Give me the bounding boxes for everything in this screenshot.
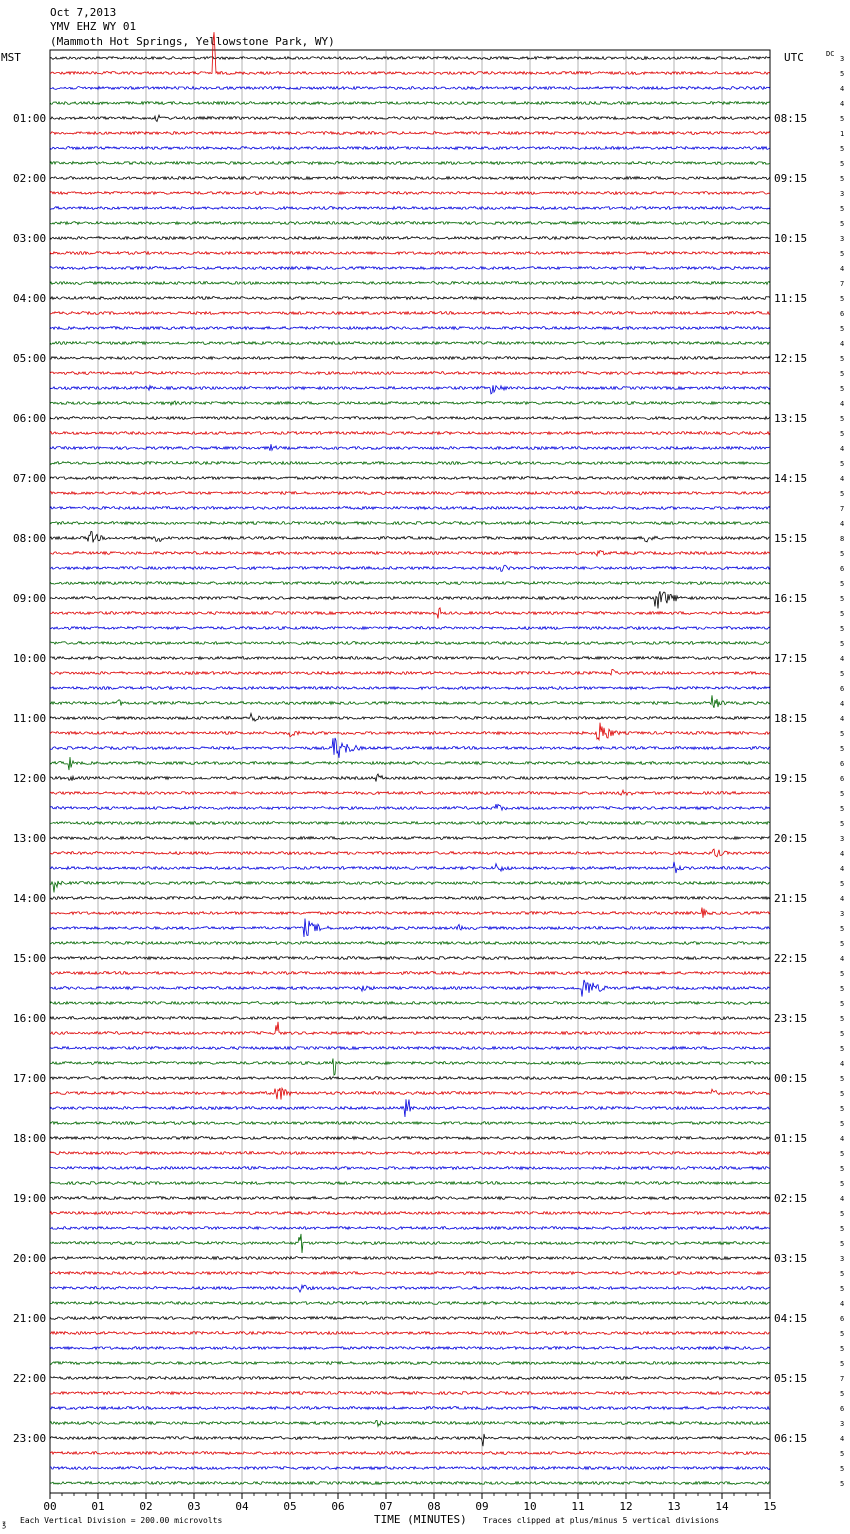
dc-offset-value: 5 <box>840 1480 845 1488</box>
trace-line <box>50 342 770 345</box>
trace-line <box>50 757 770 770</box>
utc-hour-label: 02:15 <box>774 1192 808 1205</box>
plot-frame <box>50 50 770 1493</box>
trace-line <box>50 1285 770 1292</box>
trace-line <box>50 531 770 542</box>
dc-offset-value: 5 <box>840 1285 845 1293</box>
dc-offset-value: 5 <box>840 490 845 498</box>
trace-line <box>50 1234 770 1253</box>
x-tick-label: 14 <box>715 1500 729 1513</box>
utc-hour-label: 12:15 <box>774 352 808 365</box>
trace-line <box>50 1452 770 1455</box>
dc-offset-value: 6 <box>840 760 845 768</box>
x-tick-label: 01 <box>91 1500 105 1513</box>
trace-line <box>50 357 770 360</box>
scale-note: Each Vertical Division = 200.00 microvolts <box>20 1516 223 1525</box>
utc-hour-label: 23:15 <box>774 1012 808 1025</box>
dc-offset-value: 5 <box>840 205 845 213</box>
dc-offset-value: 5 <box>840 625 845 633</box>
dc-offset-value: 6 <box>840 1315 845 1323</box>
mst-hour-label: 05:00 <box>13 352 47 365</box>
dc-offset-value: 5 <box>840 610 845 618</box>
utc-hour-label: 16:15 <box>774 592 808 605</box>
trace-line <box>50 1182 770 1185</box>
trace-line <box>50 1434 770 1446</box>
trace-line <box>50 980 770 997</box>
trace-line <box>50 327 770 330</box>
mst-hour-label: 20:00 <box>13 1252 47 1265</box>
x-tick-label: 00 <box>43 1500 57 1513</box>
dc-offset-value: 5 <box>840 805 845 813</box>
utc-hour-label: 04:15 <box>774 1312 808 1325</box>
dc-offset-value: 5 <box>840 640 845 648</box>
dc-offset-value: 5 <box>840 175 845 183</box>
utc-hour-labels <box>774 112 807 1445</box>
trace-line <box>50 1122 770 1125</box>
mst-hour-label: 06:00 <box>13 412 47 425</box>
trace-line <box>50 1347 770 1350</box>
trace-line <box>50 492 770 495</box>
dc-offset-value: 5 <box>840 730 845 738</box>
utc-hour-label: 19:15 <box>774 772 808 785</box>
trace-line <box>50 582 770 585</box>
mst-hour-label: 02:00 <box>13 172 47 185</box>
utc-hour-label: 21:15 <box>774 892 808 905</box>
left-timezone-label: MST <box>1 51 21 64</box>
dc-offset-value: 8 <box>840 535 845 543</box>
mst-hour-label: 15:00 <box>13 952 47 965</box>
dc-offset-value: 4 <box>840 1195 845 1203</box>
dc-offset-value: 4 <box>840 445 845 453</box>
dc-offset-value: 5 <box>840 1000 845 1008</box>
trace-line <box>50 1392 770 1395</box>
utc-hour-label: 10:15 <box>774 232 808 245</box>
trace-line <box>50 919 770 938</box>
utc-hour-label: 14:15 <box>774 472 808 485</box>
dc-offset-value: 3 <box>840 190 845 198</box>
trace-line <box>50 1272 770 1275</box>
x-tick-label: 06 <box>331 1500 345 1513</box>
trace-line <box>50 1212 770 1215</box>
dc-offset-value: 1 <box>840 130 845 138</box>
trace-line <box>50 687 770 690</box>
dc-offset-value: 5 <box>840 370 845 378</box>
date-title: Oct 7,2013 <box>50 6 117 19</box>
trace-line <box>50 881 770 892</box>
dc-offset-value: 3 <box>840 910 845 918</box>
trace-line <box>50 551 770 557</box>
x-tick-label: 10 <box>523 1500 537 1513</box>
trace-line <box>50 897 770 900</box>
x-axis <box>43 1493 776 1513</box>
dc-offset-value: 5 <box>840 1045 845 1053</box>
trace-line <box>50 1317 770 1320</box>
dc-offset-value: 5 <box>840 1330 845 1338</box>
trace-line <box>50 723 770 740</box>
trace-line <box>50 432 770 435</box>
trace-line <box>50 282 770 285</box>
dc-offset-value: 6 <box>840 685 845 693</box>
trace-line <box>50 774 770 782</box>
trace-line <box>50 738 770 758</box>
dc-offset-value: 5 <box>840 430 845 438</box>
dc-offset-value: 4 <box>840 715 845 723</box>
dc-offset-value: 3 <box>840 835 845 843</box>
dc-offset-value: 5 <box>840 550 845 558</box>
dc-offset-value: 5 <box>840 70 845 78</box>
dc-offset-value: 5 <box>840 1150 845 1158</box>
dc-offset-value: 5 <box>840 580 845 588</box>
utc-hour-label: 05:15 <box>774 1372 808 1385</box>
trace-line <box>50 790 770 795</box>
trace-line <box>50 1467 770 1470</box>
dc-offset-value: 7 <box>840 505 845 513</box>
dc-offset-value: 4 <box>840 955 845 963</box>
minute-gridlines <box>50 50 770 1493</box>
trace-line <box>50 908 770 918</box>
trace-line <box>50 713 770 721</box>
trace-line <box>50 192 770 195</box>
trace-line <box>50 401 770 405</box>
trace-line <box>50 591 770 608</box>
trace-line <box>50 297 770 300</box>
trace-line <box>50 372 770 375</box>
x-tick-label: 11 <box>571 1500 585 1513</box>
trace-line <box>50 1088 770 1100</box>
dc-offset-value: 5 <box>840 985 845 993</box>
trace-line <box>50 1482 770 1485</box>
trace-line <box>50 972 770 975</box>
dc-offset-header: DC <box>826 50 835 58</box>
trace-line <box>50 1167 770 1170</box>
dc-offset-value: 5 <box>840 1390 845 1398</box>
dc-offset-value: 5 <box>840 670 845 678</box>
utc-hour-label: 03:15 <box>774 1252 808 1265</box>
dc-offset-value: 5 <box>840 295 845 303</box>
dc-offset-value: 5 <box>840 940 845 948</box>
mst-hour-label: 17:00 <box>13 1072 47 1085</box>
dc-offset-value: 5 <box>840 1360 845 1368</box>
trace-line <box>50 507 770 510</box>
trace-line <box>50 237 770 240</box>
dc-offset-value: 4 <box>840 520 845 528</box>
clipping-note: Traces clipped at plus/minus 5 vertical divisions <box>483 1516 720 1525</box>
utc-hour-label: 09:15 <box>774 172 808 185</box>
x-tick-label: 07 <box>379 1500 393 1513</box>
trace-line <box>50 608 770 619</box>
trace-line <box>50 957 770 960</box>
dc-offset-value: 5 <box>840 1015 845 1023</box>
dc-offset-value: 4 <box>840 100 845 108</box>
dc-offset-value: 5 <box>840 1090 845 1098</box>
dc-offset-value: 3 <box>840 1420 845 1428</box>
dc-offset-value: 4 <box>840 475 845 483</box>
dc-offset-value: 5 <box>840 595 845 603</box>
dc-offset-value: 5 <box>840 1105 845 1113</box>
mst-hour-label: 14:00 <box>13 892 47 905</box>
dc-offset-value: 4 <box>840 1060 845 1068</box>
x-tick-label: 02 <box>139 1500 153 1513</box>
mst-hour-labels <box>13 112 46 1445</box>
dc-offset-value: 7 <box>840 1375 845 1383</box>
mst-hour-label: 16:00 <box>13 1012 47 1025</box>
seismic-traces <box>50 32 770 1484</box>
dc-offset-value: 3 <box>840 1255 845 1263</box>
dc-offset-value: 4 <box>840 1435 845 1443</box>
mst-hour-label: 12:00 <box>13 772 47 785</box>
trace-line <box>50 102 770 105</box>
dc-offset-value: 4 <box>840 865 845 873</box>
x-tick-label: 15 <box>763 1500 777 1513</box>
trace-line <box>50 695 770 708</box>
trace-line <box>50 147 770 150</box>
dc-offset-value: 5 <box>840 1270 845 1278</box>
mst-hour-label: 19:00 <box>13 1192 47 1205</box>
mst-hour-label: 08:00 <box>13 532 47 545</box>
utc-hour-label: 11:15 <box>774 292 808 305</box>
mst-hour-label: 03:00 <box>13 232 47 245</box>
trace-line <box>50 804 770 810</box>
dc-offset-value: 5 <box>840 160 845 168</box>
utc-hour-label: 18:15 <box>774 712 808 725</box>
x-axis-title: TIME (MINUTES) <box>374 1513 467 1526</box>
x-tick-label: 08 <box>427 1500 441 1513</box>
mst-hour-label: 01:00 <box>13 112 47 125</box>
trace-line <box>50 385 770 394</box>
dc-offset-value: 6 <box>840 775 845 783</box>
trace-line <box>50 207 770 210</box>
trace-line <box>50 1377 770 1380</box>
dc-offset-value: 5 <box>840 1180 845 1188</box>
mst-hour-label: 22:00 <box>13 1372 47 1385</box>
dc-offset-value: 5 <box>840 355 845 363</box>
dc-offset-value: 4 <box>840 655 845 663</box>
trace-line <box>50 942 770 945</box>
dc-offset-value: 4 <box>840 850 845 858</box>
trace-line <box>50 252 770 255</box>
trace-line <box>50 822 770 825</box>
trace-line <box>50 1022 770 1035</box>
trace-line <box>50 177 770 180</box>
trace-line <box>50 1002 770 1005</box>
dc-offset-value: 5 <box>840 250 845 258</box>
trace-line <box>50 477 770 480</box>
trace-line <box>50 1017 770 1020</box>
mst-hour-label: 21:00 <box>13 1312 47 1325</box>
dc-offset-value: 5 <box>840 115 845 123</box>
mst-hour-label: 10:00 <box>13 652 47 665</box>
trace-line <box>50 115 770 121</box>
dc-offset-value: 5 <box>840 880 845 888</box>
dc-offset-value: 5 <box>840 385 845 393</box>
dc-offset-value: 5 <box>840 1450 845 1458</box>
dc-offset-value: 3 <box>840 235 845 243</box>
mst-hour-label: 18:00 <box>13 1132 47 1145</box>
dc-offset-value: 6 <box>840 1405 845 1413</box>
station-title: YMV EHZ WY 01 <box>50 20 137 33</box>
mst-hour-label: 04:00 <box>13 292 47 305</box>
trace-line <box>50 132 770 135</box>
dc-offset-value: 5 <box>840 1240 845 1248</box>
trace-line <box>50 1099 770 1117</box>
dc-offset-value: 6 <box>840 565 845 573</box>
trace-line <box>50 627 770 630</box>
dc-offset-value: 5 <box>840 460 845 468</box>
utc-hour-label: 20:15 <box>774 832 808 845</box>
x-tick-label: 05 <box>283 1500 297 1513</box>
utc-hour-label: 15:15 <box>774 532 808 545</box>
trace-line <box>50 1077 770 1080</box>
dc-offset-value: 5 <box>840 1075 845 1083</box>
utc-hour-label: 01:15 <box>774 1132 808 1145</box>
trace-line <box>50 312 770 315</box>
dc-offset-value: 3 <box>840 55 845 63</box>
mst-hour-label: 13:00 <box>13 832 47 845</box>
utc-hour-label: 22:15 <box>774 952 808 965</box>
trace-line <box>50 521 770 525</box>
right-timezone-label: UTC <box>784 51 804 64</box>
dc-offset-value: 5 <box>840 1120 845 1128</box>
x-tick-label: 09 <box>475 1500 489 1513</box>
dc-offset-value: 5 <box>840 790 845 798</box>
trace-line <box>50 267 770 270</box>
trace-line <box>50 1420 770 1426</box>
dc-offset-value: 5 <box>840 925 845 933</box>
trace-line <box>50 862 770 873</box>
trace-line <box>50 1257 770 1260</box>
trace-line <box>50 162 770 165</box>
dc-offset-value: 4 <box>840 700 845 708</box>
dc-offset-value: 6 <box>840 310 845 318</box>
dc-offset-value: 5 <box>840 325 845 333</box>
trace-line <box>50 87 770 90</box>
trace-line <box>50 1047 770 1050</box>
x-tick-label: 04 <box>235 1500 249 1513</box>
trace-line <box>50 222 770 225</box>
dc-offset-value: 4 <box>840 895 845 903</box>
dc-offset-value: 4 <box>840 400 845 408</box>
utc-hour-label: 13:15 <box>774 412 808 425</box>
dc-offset-value: 5 <box>840 220 845 228</box>
x-tick-label: 12 <box>619 1500 633 1513</box>
dc-offset-value: 7 <box>840 280 845 288</box>
x-tick-label: 03 <box>187 1500 201 1513</box>
dc-offset-value: 4 <box>840 340 845 348</box>
trace-line <box>50 1137 770 1140</box>
mst-hour-label: 09:00 <box>13 592 47 605</box>
dc-offset-value: 4 <box>840 1135 845 1143</box>
trace-line <box>50 57 770 60</box>
trace-line <box>50 1332 770 1335</box>
mst-hour-label: 11:00 <box>13 712 47 725</box>
trace-line <box>50 657 770 660</box>
dc-offset-value: 5 <box>840 745 845 753</box>
dc-offset-value: 5 <box>840 970 845 978</box>
utc-hour-label: 08:15 <box>774 112 808 125</box>
trace-line <box>50 1152 770 1155</box>
utc-hour-label: 06:15 <box>774 1432 808 1445</box>
trace-line <box>50 837 770 840</box>
dc-offset-value: 5 <box>840 1465 845 1473</box>
trace-line <box>50 669 770 675</box>
trace-line <box>50 1302 770 1305</box>
trace-line <box>50 1059 770 1076</box>
mst-hour-label: 07:00 <box>13 472 47 485</box>
trace-line <box>50 849 770 857</box>
utc-hour-label: 17:15 <box>774 652 808 665</box>
corner-mark: ℥ <box>2 1521 7 1529</box>
trace-line <box>50 642 770 645</box>
mst-hour-label: 23:00 <box>13 1432 47 1445</box>
dc-offset-value: 5 <box>840 1030 845 1038</box>
dc-offset-column <box>840 55 844 1488</box>
x-tick-label: 13 <box>667 1500 681 1513</box>
trace-line <box>50 1407 770 1410</box>
dc-offset-value: 5 <box>840 145 845 153</box>
trace-line <box>50 565 770 571</box>
trace-line <box>50 1362 770 1365</box>
trace-line <box>50 1227 770 1230</box>
dc-offset-value: 5 <box>840 1210 845 1218</box>
dc-offset-value: 4 <box>840 85 845 93</box>
trace-line <box>50 462 770 465</box>
dc-offset-value: 5 <box>840 1165 845 1173</box>
trace-line <box>50 417 770 420</box>
dc-offset-value: 4 <box>840 1300 845 1308</box>
dc-offset-value: 5 <box>840 415 845 423</box>
dc-offset-value: 5 <box>840 820 845 828</box>
trace-line <box>50 1197 770 1200</box>
trace-line <box>50 444 770 451</box>
location-title: (Mammoth Hot Springs, Yellowstone Park, WY) <box>50 35 335 48</box>
dc-offset-value: 5 <box>840 1225 845 1233</box>
utc-hour-label: 00:15 <box>774 1072 808 1085</box>
dc-offset-value: 5 <box>840 1345 845 1353</box>
dc-offset-value: 4 <box>840 265 845 273</box>
